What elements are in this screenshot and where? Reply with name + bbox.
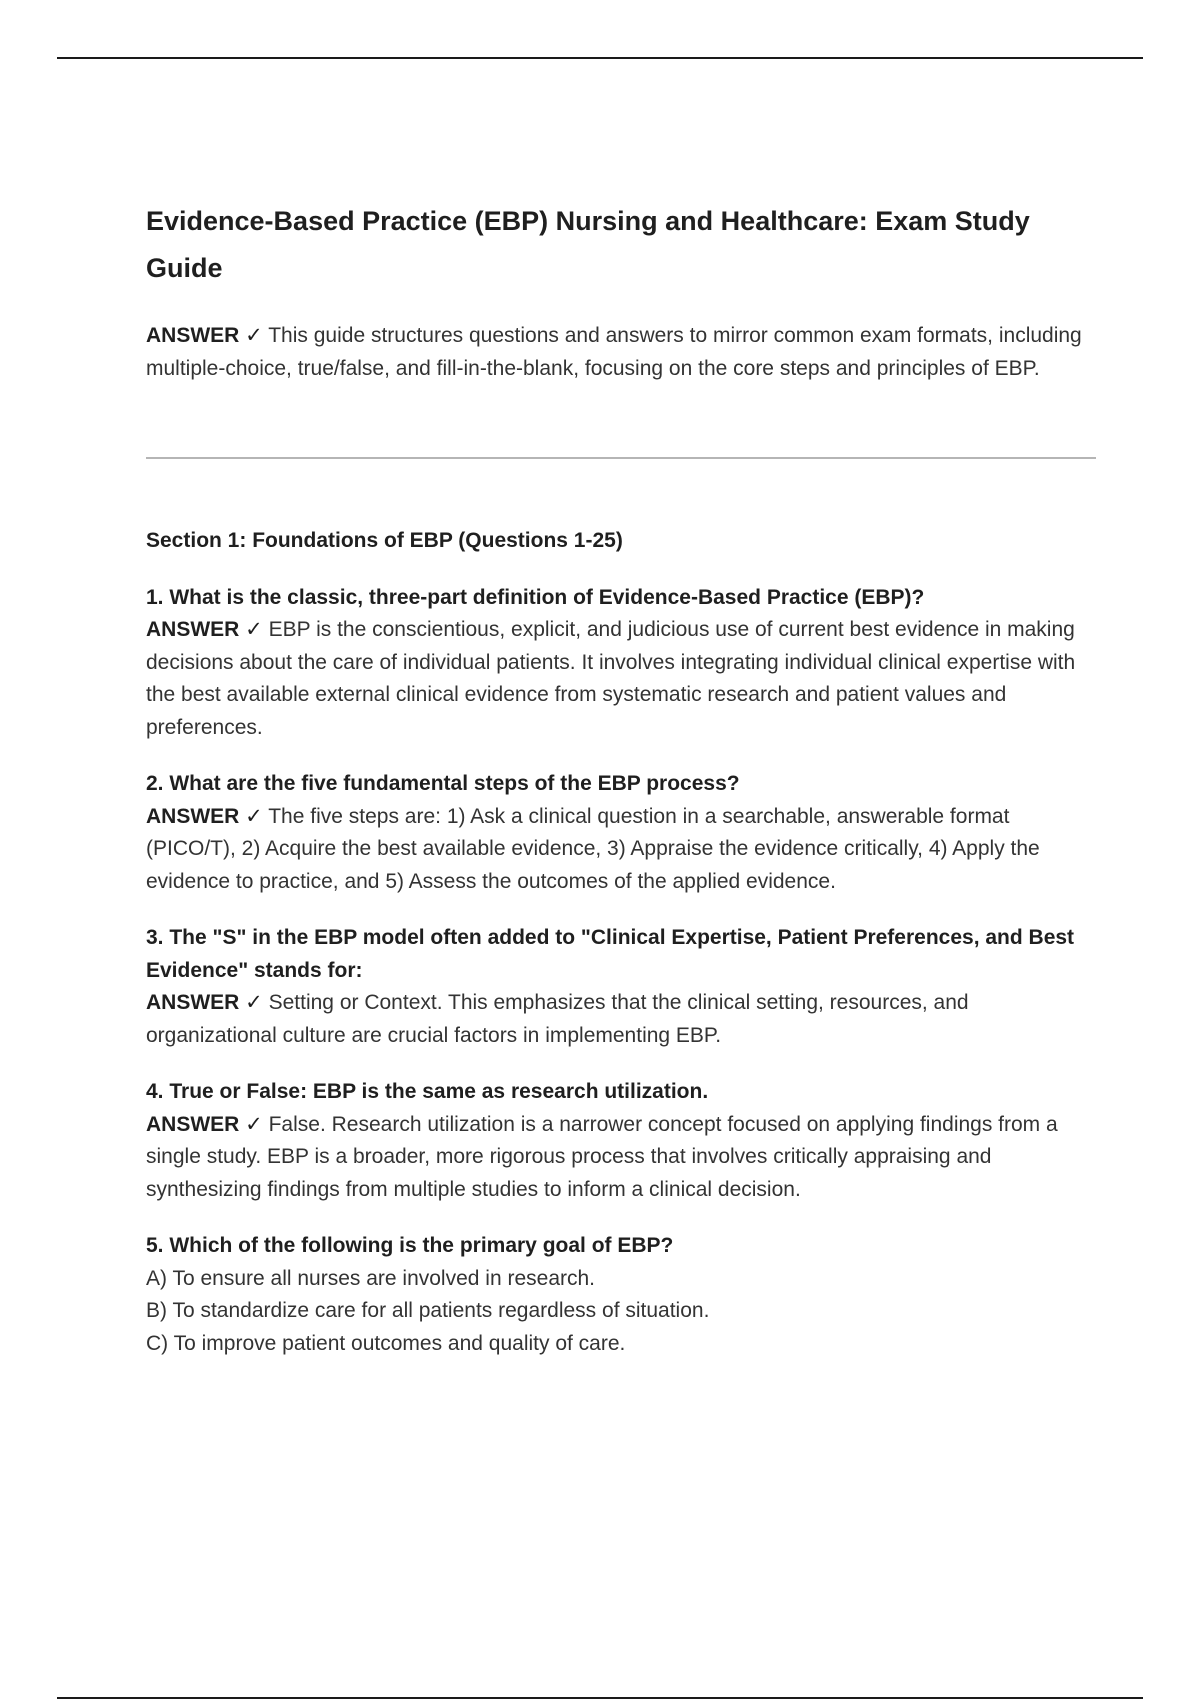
question-text: 5. Which of the following is the primary goal of EBP? (146, 1234, 674, 1257)
section-heading: Section 1: Foundations of EBP (Questions 1-25) (146, 529, 623, 552)
question-text: 1. What is the classic, three-part definition of Evidence-Based Practice (EBP)? (146, 585, 925, 609)
answer-text: False. Research utilization is a narrower concept focused on applying findings from a single study. EBP is a broader, more rigorous process that involves critically appraising and synthesizing findings from multiple studies to inform a clinical decision. (146, 1112, 1058, 1201)
answer-paragraph (146, 1109, 1096, 1207)
question-text: 2. What are the five fundamental steps of the EBP process? (146, 772, 740, 795)
question-block-3 (146, 922, 1096, 1052)
answer-text: EBP is the conscientious, explicit, and judicious use of current best evidence in making decisions about the care of individual patients. It involves integrating individual clinical expertise with the best available external clinical evidence from systematic research and patient values and preferences. (146, 618, 1076, 739)
intro-text: This guide structures questions and answers to mirror common exam formats, including multiple-choice, true/false, and fill-in-the-blank, focusing on the core steps and principles of EBP. (146, 324, 1082, 380)
answer-paragraph (146, 614, 1096, 744)
answer-paragraph (146, 987, 1096, 1052)
intro-paragraph (146, 320, 1096, 385)
option-b: B) To standardize care for all patients regardless of situation. (146, 1299, 710, 1322)
answer-label: ANSWER ✓ (146, 804, 263, 828)
document-body (146, 198, 1096, 1360)
top-rule (57, 57, 1143, 59)
option-a: A) To ensure all nurses are involved in research. (146, 1266, 596, 1290)
answer-paragraph (146, 801, 1096, 899)
question-block-1 (146, 582, 1096, 745)
section-divider (146, 457, 1096, 459)
document-title: Evidence-Based Practice (EBP) Nursing and Healthcare: Exam Study Guide (146, 206, 1030, 283)
question-block-5 (146, 1230, 1096, 1360)
answer-text: Setting or Context. This emphasizes that the clinical setting, resources, and organizational culture are crucial factors in implementing EBP. (146, 991, 969, 1047)
answer-label: ANSWER ✓ (146, 618, 263, 641)
question-block-4 (146, 1076, 1096, 1206)
answer-label: ANSWER ✓ (146, 1112, 263, 1136)
answer-label: ANSWER ✓ (146, 991, 263, 1014)
question-block-2 (146, 768, 1096, 898)
bottom-rule (57, 1697, 1143, 1699)
option-c: C) To improve patient outcomes and quality of care. (146, 1331, 626, 1355)
answer-text: The five steps are: 1) Ask a clinical question in a searchable, answerable format (PICO/T), 2) Acquire the best available evidence, 3) Appraise the evidence critically, 4) Apply the evidence to practice, and 5) Assess the outcomes of the applied evidence. (146, 804, 1040, 893)
answer-label: ANSWER ✓ (146, 324, 263, 347)
question-text: 4. True or False: EBP is the same as research utilization. (146, 1080, 709, 1103)
question-text: 3. The "S" in the EBP model often added to "Clinical Expertise, Patient Preferences, and Best Evidence" stands for: (146, 926, 1075, 982)
